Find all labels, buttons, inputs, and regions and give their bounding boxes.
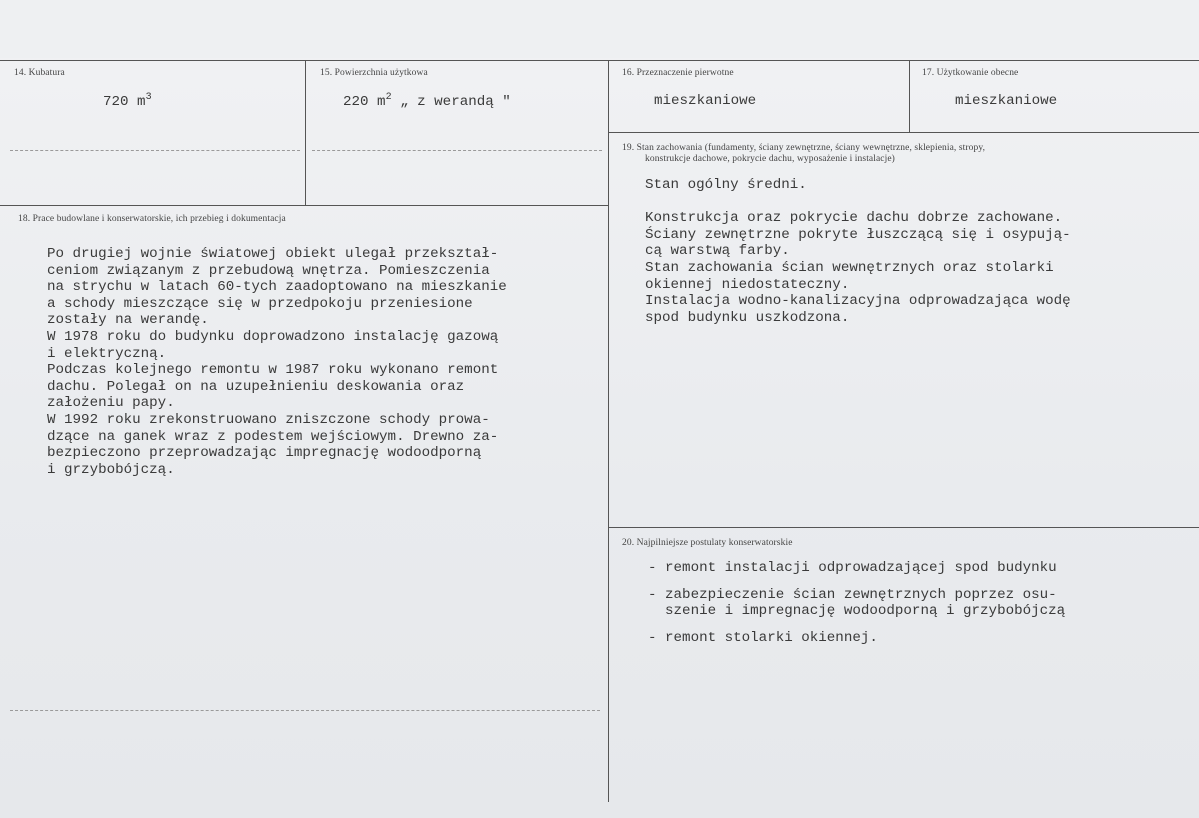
- field-14-label: 14. Kubatura: [14, 68, 65, 78]
- field-18-line: ceniom związanym z przebudową wnętrza. Pomieszczenia: [47, 262, 490, 279]
- grid-line-16-17: [909, 60, 910, 132]
- field-19-line: cą warstwą farby.: [645, 243, 790, 260]
- field-19-line: [645, 194, 1071, 211]
- grid-line-19-top: [608, 132, 1199, 133]
- field-16-value: mieszkaniowe: [654, 93, 757, 109]
- field-18-line: a schody mieszczące się w przedpokoju przeniesione: [47, 295, 473, 312]
- postulate-item: [648, 587, 1065, 620]
- field-14-exponent: 3: [145, 92, 152, 103]
- field-18-line: bezpieczono przeprowadzając impregnację wodoodporną: [47, 445, 482, 462]
- field-18-line: założeniu papy.: [47, 395, 175, 412]
- postulate-line: szenie i impregnację wodoodporną i grzybobójczą: [648, 603, 1066, 620]
- dashed-rule: [10, 150, 300, 151]
- field-15-value-text: 220 m: [343, 94, 386, 110]
- grid-line-20-top: [608, 527, 1199, 528]
- field-18-line: W 1992 roku zrekonstruowano zniszczone schody prowa-: [47, 411, 490, 428]
- field-19-line: spod budynku uszkodzona.: [645, 309, 850, 326]
- field-20-text: [648, 560, 1065, 656]
- field-15-suffix: „ z werandą ": [391, 94, 511, 110]
- field-19-line: Stan ogólny średni.: [645, 177, 807, 193]
- field-19-text: [645, 177, 1071, 326]
- postulate-item: [648, 630, 1065, 647]
- field-19-line: okiennej niedostateczny.: [645, 276, 850, 293]
- grid-line-top: [0, 60, 1199, 61]
- field-19-line: Stan zachowania ścian wewnętrznych oraz stolarki: [645, 259, 1054, 276]
- field-19-line: Ściany zewnętrzne pokryte łuszczącą się i osypują-: [645, 226, 1071, 243]
- field-18-line: zostały na werandę.: [47, 312, 209, 329]
- field-17-label: 17. Użytkowanie obecne: [922, 68, 1019, 78]
- field-18-text: [47, 246, 507, 478]
- field-18-line: Po drugiej wojnie światowej obiekt ulegał przekształ-: [47, 246, 499, 262]
- dashed-rule: [312, 150, 602, 151]
- card-top-margin: [0, 0, 1199, 58]
- postulate-line: - remont stolarki okiennej.: [648, 629, 878, 646]
- postulate-line: - remont instalacji odprowadzającej spod budynku: [648, 560, 1057, 576]
- field-18-line: i grzybobójczą.: [47, 461, 175, 478]
- grid-line-center: [608, 60, 609, 802]
- field-19-label-line-1: 19. Stan zachowania (fundamenty, ściany zewnętrzne, ściany wewnętrzne, sklepienia, stropy,: [622, 143, 986, 153]
- field-18-line: i elektryczną.: [47, 345, 167, 362]
- dashed-rule: [10, 710, 600, 711]
- field-18-line: Podczas kolejnego remontu w 1987 roku wykonano remont: [47, 362, 499, 379]
- field-18-line: na strychu w latach 60-tych zaadoptowano na mieszkanie: [47, 279, 507, 296]
- grid-line-14-15: [305, 60, 306, 205]
- field-15-label: 15. Powierzchnia użytkowa: [320, 68, 428, 78]
- postulate-line: - zabezpieczenie ścian zewnętrznych poprzez osu-: [648, 586, 1057, 603]
- field-14-value-text: 720 m: [103, 94, 146, 110]
- grid-line-18-top: [0, 205, 608, 206]
- field-19-line: Konstrukcja oraz pokrycie dachu dobrze zachowane.: [645, 210, 1063, 227]
- field-18-line: W 1978 roku do budynku doprowadzono instalację gazową: [47, 328, 499, 345]
- field-15-exponent: 2: [385, 92, 392, 103]
- field-18-label: 18. Prace budowlane i konserwatorskie, ich przebieg i dokumentacja: [18, 214, 286, 224]
- field-15-value: [343, 94, 511, 111]
- field-19-line: Instalacja wodno-kanalizacyjna odprowadzająca wodę: [645, 293, 1071, 310]
- field-17-value: mieszkaniowe: [955, 93, 1058, 109]
- field-16-label: 16. Przeznaczenie pierwotne: [622, 68, 734, 78]
- postulate-item: [648, 560, 1065, 577]
- field-20-label: 20. Najpilniejsze postulaty konserwatorskie: [622, 538, 793, 548]
- field-19-label-line-2: konstrukcje dachowe, pokrycie dachu, wyposażenie i instalacje): [645, 154, 895, 164]
- field-18-line: dachu. Polegał on na uzupełnieniu deskowania oraz: [47, 378, 465, 395]
- field-18-line: dzące na ganek wraz z podestem wejściowym. Drewno za-: [47, 428, 499, 445]
- field-14-value: [103, 94, 152, 111]
